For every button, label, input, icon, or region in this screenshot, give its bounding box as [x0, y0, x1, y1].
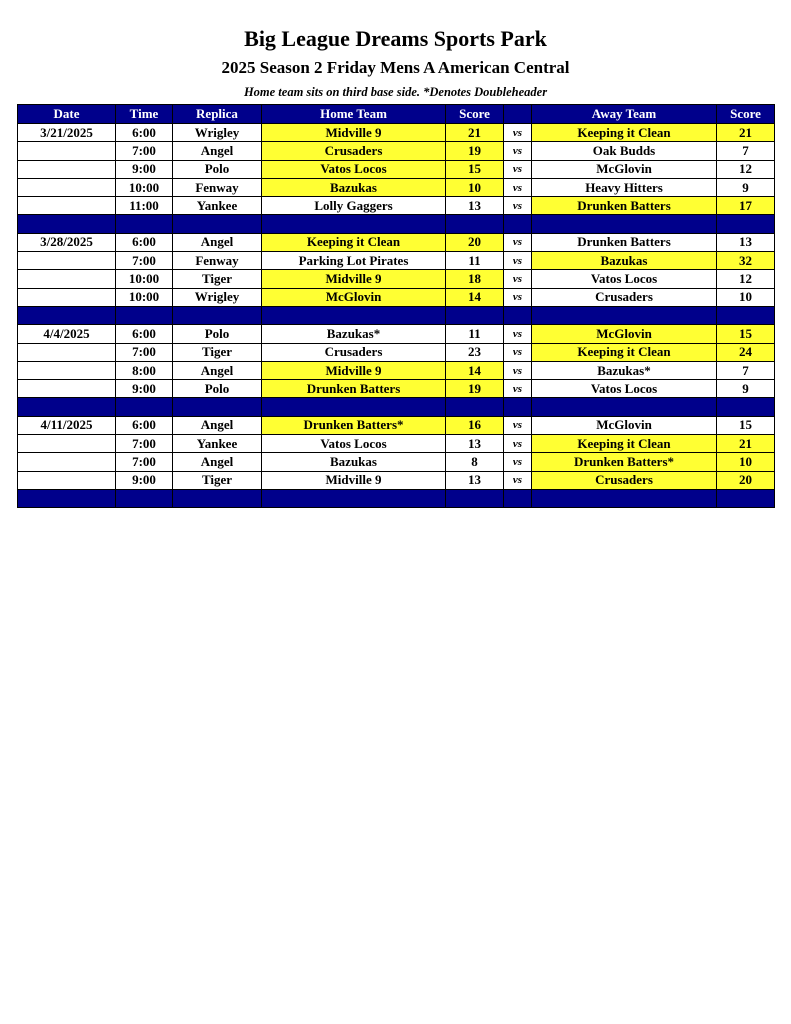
time-cell: 7:00: [116, 252, 173, 270]
home-team-cell: Crusaders: [262, 343, 446, 361]
separator-cell: [504, 306, 532, 324]
page-title: Big League Dreams Sports Park: [244, 26, 547, 51]
replica-cell: Tiger: [173, 270, 262, 288]
vs-cell: vs: [504, 380, 532, 398]
col-header-replica: Replica: [173, 105, 262, 124]
date-cell: [18, 288, 116, 306]
game-row: [18, 361, 775, 379]
separator-cell: [532, 215, 717, 233]
separator-cell: [446, 306, 504, 324]
vs-cell: vs: [504, 343, 532, 361]
home-team-cell: Parking Lot Pirates: [262, 252, 446, 270]
date-separator-row: [18, 489, 775, 507]
home-score-cell: 19: [446, 142, 504, 160]
away-team-cell: Bazukas*: [532, 361, 717, 379]
vs-cell: vs: [504, 197, 532, 215]
time-cell: 10:00: [116, 288, 173, 306]
separator-cell: [262, 306, 446, 324]
vs-cell: vs: [504, 325, 532, 343]
home-team-cell: Drunken Batters*: [262, 416, 446, 434]
separator-cell: [717, 215, 775, 233]
vs-cell: vs: [504, 416, 532, 434]
away-score-cell: 21: [717, 435, 775, 453]
separator-cell: [532, 489, 717, 507]
replica-cell: Tiger: [173, 343, 262, 361]
vs-cell: vs: [504, 142, 532, 160]
vs-cell: vs: [504, 270, 532, 288]
home-score-cell: 14: [446, 288, 504, 306]
replica-cell: Fenway: [173, 178, 262, 196]
home-team-cell: Keeping it Clean: [262, 233, 446, 251]
separator-cell: [116, 489, 173, 507]
col-header-vs: [504, 105, 532, 124]
separator-cell: [262, 215, 446, 233]
away-team-cell: Vatos Locos: [532, 380, 717, 398]
away-team-cell: Drunken Batters*: [532, 453, 717, 471]
game-row: [18, 142, 775, 160]
header-row: [18, 105, 775, 124]
replica-cell: Polo: [173, 325, 262, 343]
col-header-home-team: Home Team: [262, 105, 446, 124]
replica-cell: Angel: [173, 233, 262, 251]
time-cell: 7:00: [116, 453, 173, 471]
replica-cell: Fenway: [173, 252, 262, 270]
separator-cell: [116, 398, 173, 416]
away-score-cell: 21: [717, 124, 775, 142]
away-team-cell: Keeping it Clean: [532, 343, 717, 361]
separator-cell: [446, 215, 504, 233]
home-team-cell: Drunken Batters: [262, 380, 446, 398]
away-team-cell: Bazukas: [532, 252, 717, 270]
date-cell: [18, 160, 116, 178]
away-score-cell: 20: [717, 471, 775, 489]
game-row: [18, 233, 775, 251]
date-cell: [18, 380, 116, 398]
game-row: [18, 343, 775, 361]
date-cell: [18, 270, 116, 288]
away-team-cell: McGlovin: [532, 416, 717, 434]
away-score-cell: 9: [717, 380, 775, 398]
home-team-cell: Midville 9: [262, 471, 446, 489]
away-team-cell: Vatos Locos: [532, 270, 717, 288]
time-cell: 10:00: [116, 270, 173, 288]
replica-cell: Angel: [173, 416, 262, 434]
home-score-cell: 18: [446, 270, 504, 288]
home-team-cell: Midville 9: [262, 270, 446, 288]
separator-cell: [504, 489, 532, 507]
page-subtitle: 2025 Season 2 Friday Mens A American Central: [221, 58, 570, 77]
separator-cell: [446, 398, 504, 416]
date-cell: 3/28/2025: [18, 233, 116, 251]
game-row: [18, 197, 775, 215]
date-cell: [18, 197, 116, 215]
time-cell: 8:00: [116, 361, 173, 379]
date-separator-row: [18, 306, 775, 324]
away-team-cell: Keeping it Clean: [532, 435, 717, 453]
home-team-cell: Bazukas*: [262, 325, 446, 343]
away-score-cell: 17: [717, 197, 775, 215]
vs-cell: vs: [504, 124, 532, 142]
separator-cell: [504, 215, 532, 233]
home-score-cell: 11: [446, 252, 504, 270]
time-cell: 10:00: [116, 178, 173, 196]
separator-cell: [717, 489, 775, 507]
separator-cell: [18, 306, 116, 324]
time-cell: 6:00: [116, 325, 173, 343]
home-team-cell: Midville 9: [262, 124, 446, 142]
schedule-note: Home team sits on third base side. *Denotes Doubleheader: [243, 85, 548, 99]
game-row: [18, 288, 775, 306]
replica-cell: Polo: [173, 380, 262, 398]
away-score-cell: 10: [717, 453, 775, 471]
time-cell: 6:00: [116, 416, 173, 434]
vs-cell: vs: [504, 252, 532, 270]
away-team-cell: Drunken Batters: [532, 197, 717, 215]
away-score-cell: 15: [717, 416, 775, 434]
separator-cell: [18, 215, 116, 233]
away-score-cell: 12: [717, 160, 775, 178]
game-row: [18, 160, 775, 178]
home-score-cell: 16: [446, 416, 504, 434]
home-team-cell: Lolly Gaggers: [262, 197, 446, 215]
time-cell: 7:00: [116, 142, 173, 160]
time-cell: 7:00: [116, 435, 173, 453]
replica-cell: Yankee: [173, 197, 262, 215]
schedule-table: [17, 104, 775, 508]
separator-cell: [532, 306, 717, 324]
replica-cell: Tiger: [173, 471, 262, 489]
separator-cell: [173, 398, 262, 416]
vs-cell: vs: [504, 435, 532, 453]
away-team-cell: Keeping it Clean: [532, 124, 717, 142]
col-header-date: Date: [18, 105, 116, 124]
home-team-cell: McGlovin: [262, 288, 446, 306]
replica-cell: Angel: [173, 361, 262, 379]
col-header-away-score: Score: [717, 105, 775, 124]
home-team-cell: Crusaders: [262, 142, 446, 160]
time-cell: 11:00: [116, 197, 173, 215]
game-row: [18, 471, 775, 489]
home-score-cell: 10: [446, 178, 504, 196]
separator-cell: [173, 489, 262, 507]
time-cell: 9:00: [116, 471, 173, 489]
vs-cell: vs: [504, 160, 532, 178]
vs-cell: vs: [504, 288, 532, 306]
vs-cell: vs: [504, 453, 532, 471]
game-row: [18, 380, 775, 398]
home-score-cell: 11: [446, 325, 504, 343]
away-score-cell: 15: [717, 325, 775, 343]
time-cell: 9:00: [116, 380, 173, 398]
separator-cell: [18, 398, 116, 416]
home-score-cell: 19: [446, 380, 504, 398]
game-row: [18, 435, 775, 453]
away-team-cell: Heavy Hitters: [532, 178, 717, 196]
vs-cell: vs: [504, 178, 532, 196]
away-team-cell: Crusaders: [532, 471, 717, 489]
separator-cell: [116, 215, 173, 233]
home-score-cell: 13: [446, 197, 504, 215]
home-team-cell: Vatos Locos: [262, 160, 446, 178]
home-team-cell: Midville 9: [262, 361, 446, 379]
separator-cell: [173, 215, 262, 233]
game-row: [18, 325, 775, 343]
col-header-time: Time: [116, 105, 173, 124]
away-team-cell: McGlovin: [532, 160, 717, 178]
game-row: [18, 416, 775, 434]
away-score-cell: 12: [717, 270, 775, 288]
home-team-cell: Vatos Locos: [262, 435, 446, 453]
away-team-cell: McGlovin: [532, 325, 717, 343]
home-score-cell: 20: [446, 233, 504, 251]
home-score-cell: 8: [446, 453, 504, 471]
time-cell: 6:00: [116, 233, 173, 251]
date-cell: [18, 252, 116, 270]
home-score-cell: 14: [446, 361, 504, 379]
date-cell: 4/4/2025: [18, 325, 116, 343]
game-row: [18, 178, 775, 196]
date-separator-row: [18, 398, 775, 416]
away-score-cell: 10: [717, 288, 775, 306]
game-row: [18, 453, 775, 471]
home-score-cell: 13: [446, 435, 504, 453]
replica-cell: Wrigley: [173, 288, 262, 306]
time-cell: 6:00: [116, 124, 173, 142]
game-row: [18, 124, 775, 142]
away-team-cell: Crusaders: [532, 288, 717, 306]
vs-cell: vs: [504, 361, 532, 379]
home-team-cell: Bazukas: [262, 178, 446, 196]
separator-cell: [717, 398, 775, 416]
date-cell: [18, 453, 116, 471]
date-separator-row: [18, 215, 775, 233]
separator-cell: [446, 489, 504, 507]
date-cell: 4/11/2025: [18, 416, 116, 434]
date-cell: [18, 361, 116, 379]
date-cell: [18, 435, 116, 453]
away-score-cell: 7: [717, 361, 775, 379]
away-score-cell: 32: [717, 252, 775, 270]
replica-cell: Wrigley: [173, 124, 262, 142]
away-score-cell: 13: [717, 233, 775, 251]
away-team-cell: Oak Budds: [532, 142, 717, 160]
date-cell: [18, 343, 116, 361]
date-cell: [18, 178, 116, 196]
separator-cell: [18, 489, 116, 507]
home-team-cell: Bazukas: [262, 453, 446, 471]
home-score-cell: 21: [446, 124, 504, 142]
separator-cell: [173, 306, 262, 324]
home-score-cell: 15: [446, 160, 504, 178]
vs-cell: vs: [504, 233, 532, 251]
away-team-cell: Drunken Batters: [532, 233, 717, 251]
date-cell: 3/21/2025: [18, 124, 116, 142]
away-score-cell: 9: [717, 178, 775, 196]
replica-cell: Angel: [173, 142, 262, 160]
replica-cell: Yankee: [173, 435, 262, 453]
home-score-cell: 23: [446, 343, 504, 361]
separator-cell: [262, 489, 446, 507]
time-cell: 7:00: [116, 343, 173, 361]
game-row: [18, 252, 775, 270]
schedule-body: [18, 124, 775, 508]
home-score-cell: 13: [446, 471, 504, 489]
replica-cell: Polo: [173, 160, 262, 178]
date-cell: [18, 471, 116, 489]
vs-cell: vs: [504, 471, 532, 489]
replica-cell: Angel: [173, 453, 262, 471]
game-row: [18, 270, 775, 288]
separator-cell: [116, 306, 173, 324]
away-score-cell: 24: [717, 343, 775, 361]
col-header-away-team: Away Team: [532, 105, 717, 124]
separator-cell: [717, 306, 775, 324]
col-header-home-score: Score: [446, 105, 504, 124]
date-cell: [18, 142, 116, 160]
separator-cell: [262, 398, 446, 416]
away-score-cell: 7: [717, 142, 775, 160]
time-cell: 9:00: [116, 160, 173, 178]
separator-cell: [504, 398, 532, 416]
separator-cell: [532, 398, 717, 416]
